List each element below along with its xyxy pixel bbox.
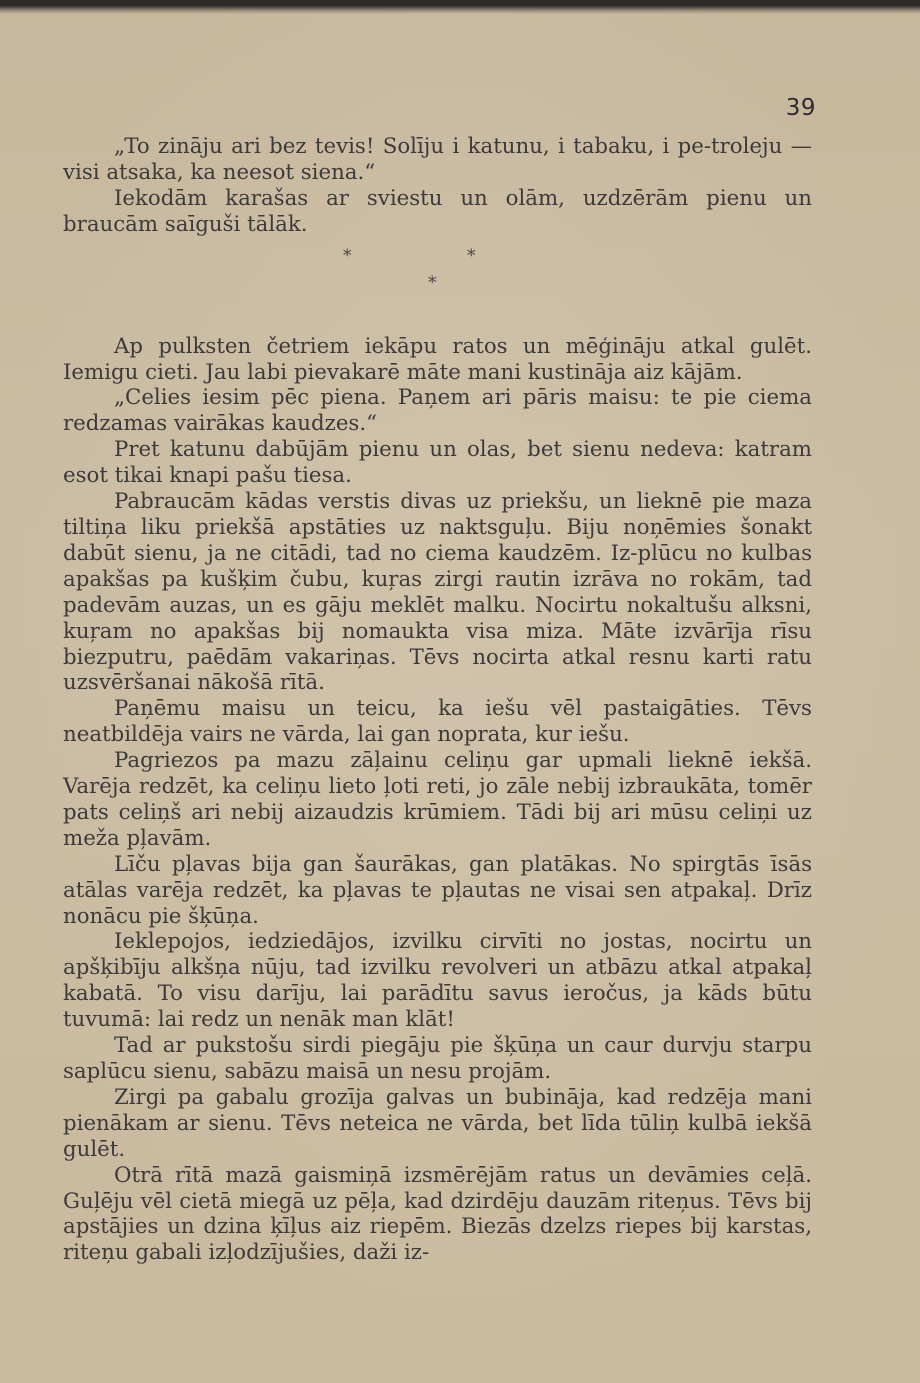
asterisk: * xyxy=(343,245,352,266)
paragraph: Pagriezos pa mazu zāļainu celiņu gar upmali lieknē iekšā. Varēja redzēt, ka celiņu lieto ļoti reti, jo zāle nebij izbraukāta, tomēr pats celiņš ari nebij aizaudzis krūmiem. Tādi bij ari mūsu celiņi uz meža pļavām. xyxy=(63,748,812,851)
paragraph: Zirgi pa gabalu grozīja galvas un bubināja, kad redzēja mani pienākam ar sienu. Tēvs neteica ne vārda, bet līda tūliņ kulbā iekšā gulēt. xyxy=(63,1084,812,1162)
asterisk: * xyxy=(428,272,437,293)
body-text xyxy=(63,134,812,1266)
paragraph: Pabraucām kādas verstis divas uz priekšu, un lieknē pie maza tiltiņa liku priekšā apstāties uz naktsguļu. Biju noņēmies šonakt dabūt sienu, ja ne citādi, tad no ciema kaudzēm. Iz-plūcu no kulbas apakšas pa kušķim čubu, kuŗas zirgi rautin izrāva no rokām, tad padevām auzas, un es gāju meklēt malku. Nocirtu nokaltušu alksni, kuŗam no apakšas bij nomaukta visa miza. Māte izvārīja rīsu biezputru, paēdām vakariņas. Tēvs nocirta atkal resnu karti ratu uzsvēršanai nākošā rītā. xyxy=(63,489,812,696)
paragraph: Otrā rītā mazā gaismiņā izsmērējām ratus un devāmies ceļā. Guļēju vēl cietā miegā uz pēļa, kad dzirdēju dauzām riteņus. Tēvs bij apstājies un dzina ķīļus aiz riepēm. Biezās dzelzs riepes bij karstas, riteņu gabali izļodzījušies, daži iz- xyxy=(63,1162,812,1266)
section-separator xyxy=(63,238,812,334)
paragraph: Ap pulksten četriem iekāpu ratos un mēģināju atkal gulēt. Iemigu cieti. Jau labi pievakarē māte mani kustināja aiz kājām. xyxy=(63,333,812,385)
page-number: 39 xyxy=(785,95,816,121)
paragraph: Pret katunu dabūjām pienu un olas, bet sienu nedeva: katram esot tikai knapi pašu tiesa. xyxy=(63,437,812,489)
paragraph: Līču pļavas bija gan šaurākas, gan platākas. No spirgtās īsās atālas varēja redzēt, ka pļavas te pļautas ne visai sen atpakaļ. Drīz nonācu pie šķūņa. xyxy=(63,851,812,929)
paragraph: Iekodām karašas ar sviestu un olām, uzdzērām pienu un braucām saīguši tālāk. xyxy=(63,185,812,237)
paragraph: Ieklepojos, iedziedājos, izvilku cirvīti no jostas, nocirtu un apšķibīju alkšņa nūju, tad izvilku revolveri un atbāzu atkal atpakaļ kabatā. To visu darīju, lai parādītu savus ieročus, ja kāds būtu tuvumā: lai redz un nenāk man klāt! xyxy=(63,929,812,1033)
paragraph: Paņēmu maisu un teicu, ka iešu vēl pastaigāties. Tēvs neatbildēja vairs ne vārda, lai gan noprata, kur iešu. xyxy=(63,696,812,748)
page-top-edge xyxy=(0,0,920,14)
paragraph: Tad ar pukstošu sirdi piegāju pie šķūņa un caur durvju starpu saplūcu sienu, sabāzu maisā un nesu projām. xyxy=(63,1033,812,1084)
paragraph: „To zināju ari bez tevis! Solīju i katunu, i tabaku, i pe-troleju — visi atsaka, ka neesot siena.“ xyxy=(63,134,812,185)
asterisk: * xyxy=(467,245,476,266)
paragraph: „Celies iesim pēc piena. Paņem ari pāris maisu: te pie ciema redzamas vairākas kaudzes.“ xyxy=(63,385,812,437)
